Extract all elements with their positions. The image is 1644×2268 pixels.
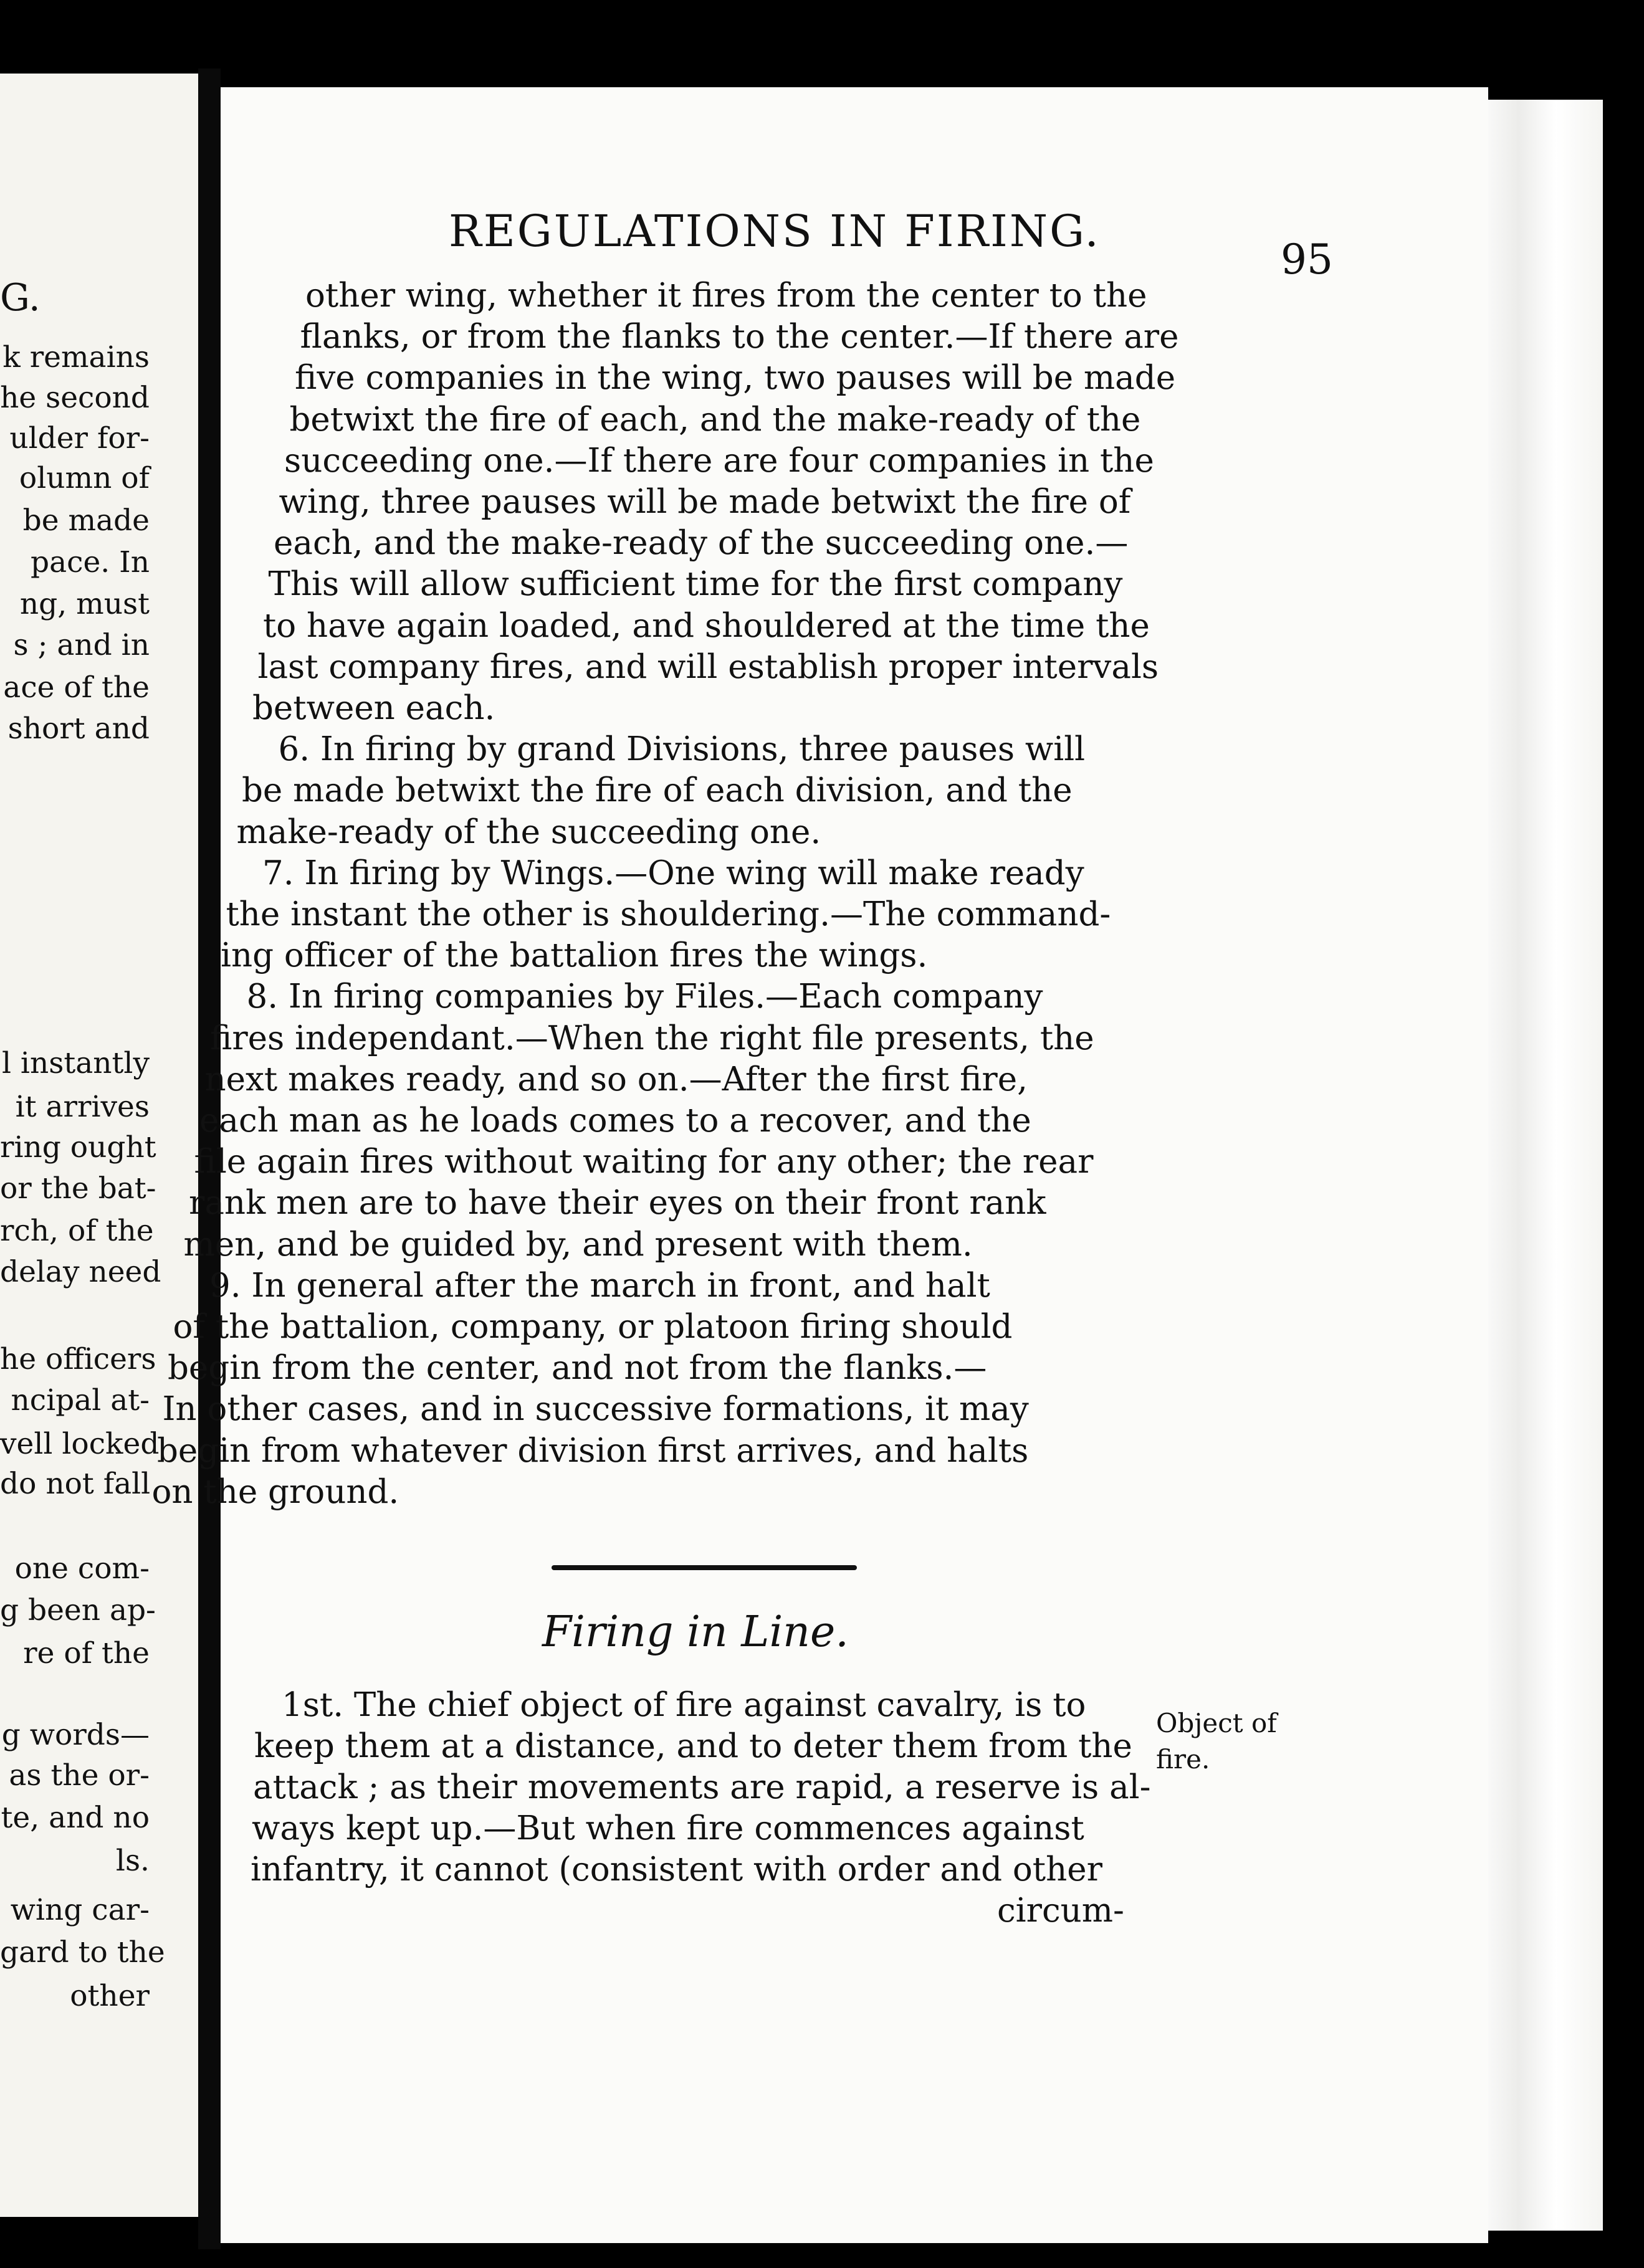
page-number: 95 <box>1281 236 1333 284</box>
body-line: make-ready of the succeeding one. <box>236 812 821 851</box>
section-line: infantry, it cannot (consistent with order and other <box>251 1851 1102 1889</box>
left-page-line: he officers <box>0 1342 156 1376</box>
left-page-line: ng, must <box>19 587 150 621</box>
left-page-line: olumn of <box>19 461 150 495</box>
left-page-line: re of the <box>23 1636 150 1670</box>
left-page-line: as the or- <box>9 1758 150 1793</box>
body-line: men, and be guided by, and present with them. <box>183 1225 973 1264</box>
left-page-line: vell locked <box>0 1427 160 1461</box>
left-page-line: ncipal at- <box>11 1383 150 1418</box>
body-line: last company fires, and will establish proper intervals <box>257 647 1159 686</box>
left-page-line: te, and no <box>1 1801 150 1835</box>
left-page-line: delay need <box>0 1255 161 1289</box>
left-page-line: k remains <box>2 340 150 374</box>
body-line: In other cases, and in successive formations, it may <box>162 1390 1029 1429</box>
left-page-line: ace of the <box>3 670 150 705</box>
body-line: 9. In general after the march in front, and halt <box>209 1266 990 1305</box>
left-page-line: ulder for- <box>9 421 150 455</box>
body-line: on the ground. <box>151 1472 399 1511</box>
left-page-line: pace. In <box>31 545 150 579</box>
section-line: keep them at a distance, and to deter them from the <box>254 1727 1132 1765</box>
body-line: 7. In firing by Wings.—One wing will make ready <box>262 854 1084 892</box>
body-line: flanks, or from the flanks to the center.—If there are <box>300 318 1179 356</box>
left-page-line: l instantly <box>1 1046 150 1080</box>
left-page-line: rch, of the <box>0 1214 154 1248</box>
body-line: begin from the center, and not from the flanks.— <box>168 1349 987 1388</box>
left-page-line: other <box>70 1979 150 2013</box>
margin-note-line: Object of <box>1156 1708 1277 1738</box>
body-line: betwixt the fire of each, and the make-ready of the <box>289 400 1141 439</box>
section-line: 1st. The chief object of fire against cavalry, is to <box>282 1686 1086 1724</box>
body-line: next makes ready, and so on.—After the first fire, <box>204 1060 1028 1098</box>
left-page-head-fragment: G. <box>0 276 41 320</box>
left-page <box>0 74 207 2217</box>
left-page-line: g words— <box>1 1718 150 1752</box>
body-line: 8. In firing companies by Files.—Each company <box>246 978 1043 1016</box>
left-page-line: ring ought <box>0 1130 156 1165</box>
left-page-line: wing car- <box>10 1893 150 1927</box>
section-line: attack ; as their movements are rapid, a reserve is al- <box>253 1768 1151 1806</box>
left-page-line: gard to the <box>0 1935 165 1970</box>
section-line: ways kept up.—But when fire commences against <box>252 1809 1084 1847</box>
body-line: succeeding one.—If there are four companies in the <box>284 441 1154 480</box>
body-line: file again fires without waiting for any other; the rear <box>194 1143 1094 1181</box>
body-line: rank men are to have their eyes on their front rank <box>189 1184 1046 1222</box>
body-line: of the battalion, company, or platoon firing should <box>173 1308 1013 1346</box>
body-line: each, and the make-ready of the succeeding one.— <box>274 524 1129 563</box>
body-line: other wing, whether it fires from the center to the <box>305 277 1147 315</box>
left-page-line: s ; and in <box>13 628 150 662</box>
left-page-line: do not fall <box>0 1467 151 1501</box>
left-page-line: he second <box>0 381 150 415</box>
body-line: begin from whatever division first arrives, and halts <box>157 1431 1029 1470</box>
body-line: five companies in the wing, two pauses will be made <box>295 359 1176 398</box>
body-line: be made betwixt the fire of each division, and the <box>242 771 1073 810</box>
body-line: the instant the other is shouldering.—The command- <box>226 895 1111 933</box>
left-page-line: or the bat- <box>0 1171 156 1206</box>
section-title: Firing in Line. <box>542 1608 849 1657</box>
running-head: REGULATIONS IN FIRING. <box>449 206 1101 257</box>
left-page-line: be made <box>22 503 150 538</box>
left-page-line: short and <box>7 712 150 746</box>
margin-note-line: fire. <box>1156 1744 1210 1775</box>
body-line: wing, three pauses will be made betwixt the fire of <box>279 483 1131 521</box>
left-page-line: one com- <box>14 1551 150 1586</box>
section-rule <box>552 1565 857 1570</box>
body-line: 6. In firing by grand Divisions, three pauses will <box>278 730 1086 769</box>
left-page-line: it arrives <box>15 1090 150 1124</box>
section-line: circum- <box>997 1892 1124 1930</box>
body-line: ing officer of the battalion fires the wings. <box>221 936 928 975</box>
left-page-line: g been ap- <box>0 1593 156 1627</box>
body-line: This will allow sufficient time for the first company <box>268 565 1123 604</box>
body-line: between each. <box>252 689 495 727</box>
left-page-line: ls. <box>115 1844 150 1878</box>
body-line: fires independant.—When the right file presents, the <box>210 1019 1094 1057</box>
body-line: each man as he loads comes to a recover, and the <box>199 1102 1031 1140</box>
body-line: to have again loaded, and shouldered at the time the <box>263 606 1150 645</box>
